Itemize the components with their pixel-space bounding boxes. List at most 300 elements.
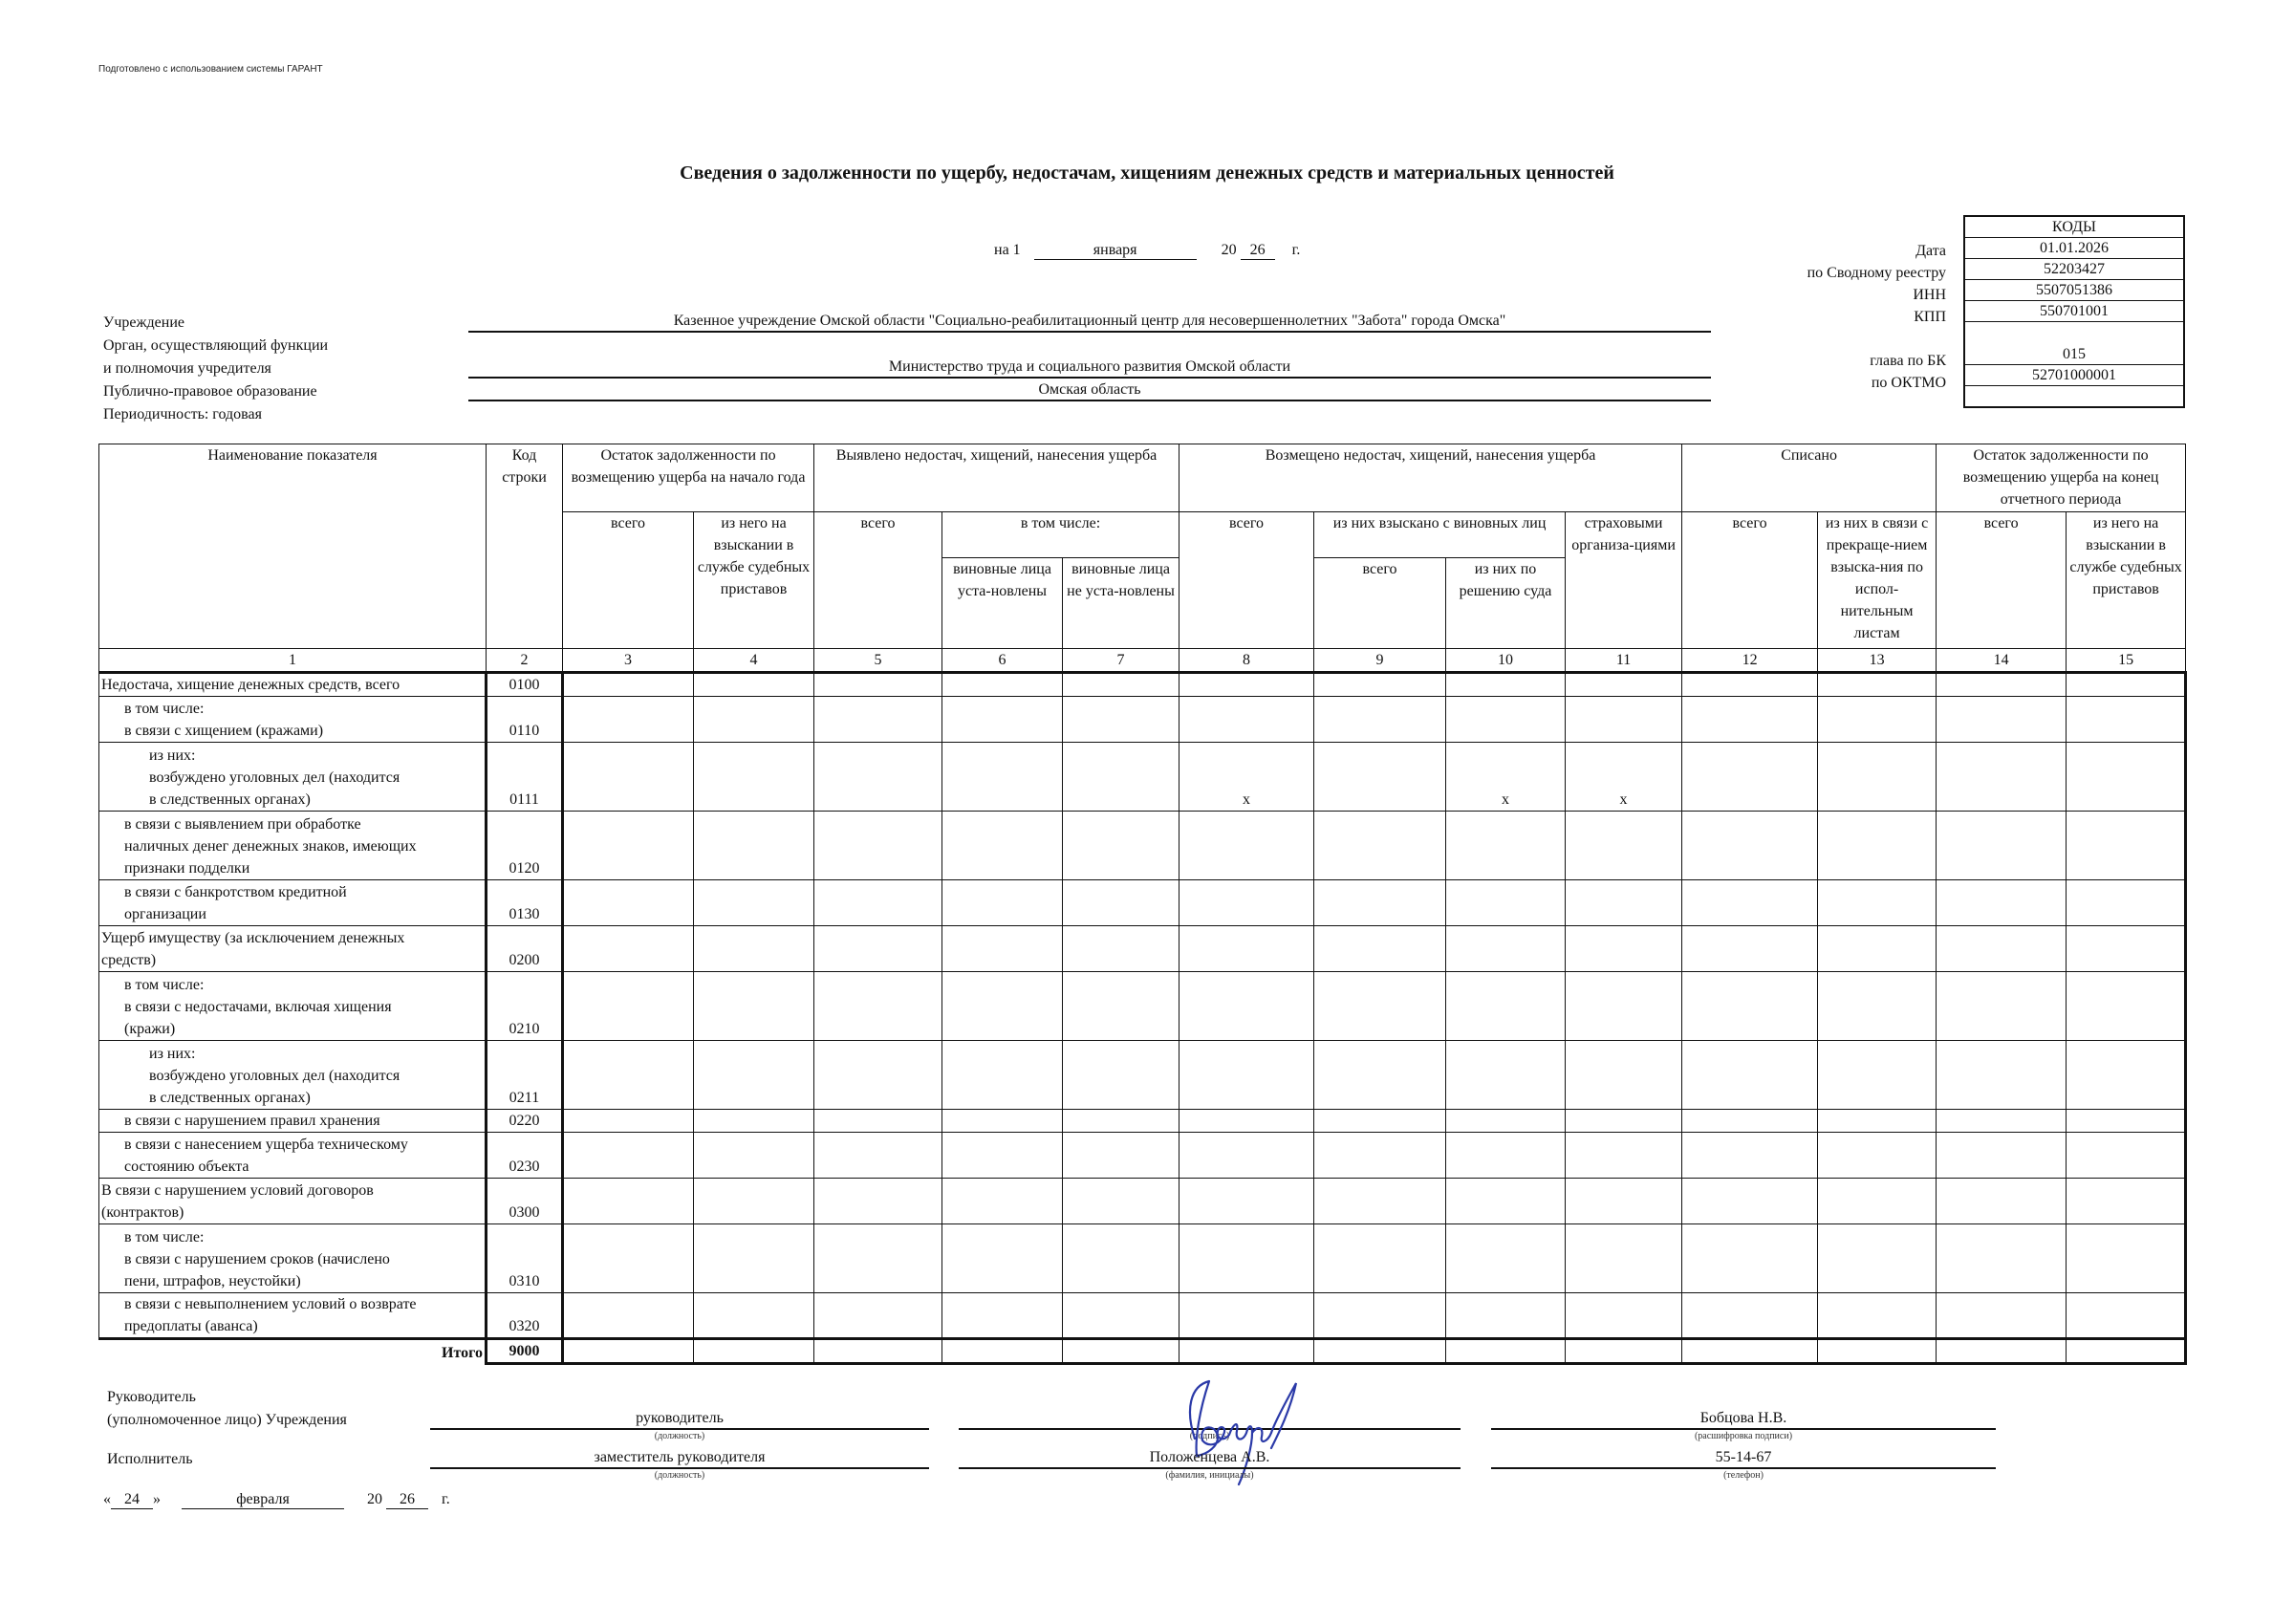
header-written-off: Списано (1682, 444, 1937, 512)
total-cell-col-9[interactable] (1314, 1339, 1446, 1364)
row-code: 0320 (487, 1293, 563, 1339)
value-cell-col-5[interactable] (814, 1224, 942, 1293)
value-cell-col-4[interactable] (694, 972, 814, 1041)
head-position-caption: (должность) (654, 1431, 705, 1441)
value-cell-col-5[interactable] (814, 972, 942, 1041)
row-code: 0310 (487, 1224, 563, 1293)
performer-position-caption: (должность) (654, 1470, 705, 1481)
column-number: 15 (2067, 649, 2186, 673)
value-cell-col-9[interactable] (1314, 697, 1446, 743)
value-cell-col-6[interactable] (942, 1041, 1063, 1110)
document-title: Сведения о задолженности по ущербу, недостачам, хищениям денежных средств и материальных ценностей (680, 162, 1614, 184)
value-cell-col-11[interactable] (1566, 1133, 1682, 1179)
value-cell-col-15[interactable] (2067, 1293, 2186, 1339)
value-cell-col-9[interactable] (1314, 1133, 1446, 1179)
total-cell-col-11[interactable] (1566, 1339, 1682, 1364)
performer-name: Положенцева А.В. (959, 1448, 1461, 1469)
value-cell-col-14[interactable] (1937, 1133, 2067, 1179)
value-cell-col-7[interactable] (1063, 1224, 1179, 1293)
row-name-line: в связи с хищением (кражами) (124, 723, 324, 739)
table-row (99, 926, 2186, 972)
value-cell-col-9[interactable] (1314, 1041, 1446, 1110)
value-cell-col-15[interactable] (2067, 743, 2186, 812)
value-cell-col-15[interactable] (2067, 673, 2186, 697)
value-cell-col-10[interactable] (1446, 673, 1566, 697)
value-cell-col-11[interactable] (1566, 1293, 1682, 1339)
value-cell-col-7[interactable] (1063, 1293, 1179, 1339)
value-cell-col-15[interactable] (2067, 1041, 2186, 1110)
code-value-empty (1964, 386, 2184, 408)
head-name-caption: (расшифровка подписи) (1694, 1431, 1793, 1441)
value-cell-col-10[interactable] (1446, 1179, 1566, 1224)
value-cell-col-12[interactable] (1682, 697, 1818, 743)
value-cell-col-10[interactable] (1446, 697, 1566, 743)
sign-date-year: 26 (386, 1491, 428, 1509)
column-number: 8 (1179, 649, 1314, 673)
value-cell-col-14[interactable] (1937, 926, 2067, 972)
row-code: 0211 (487, 1041, 563, 1110)
value-cell-col-14[interactable] (1937, 1224, 2067, 1293)
row-name-line: в том числе: (124, 1229, 205, 1245)
value-cell-col-15[interactable] (2067, 812, 2186, 880)
value-cell-col-5[interactable] (814, 1293, 942, 1339)
value-cell-col-5[interactable] (814, 673, 942, 697)
value-cell-col-7[interactable] (1063, 880, 1179, 926)
column-number: 1 (99, 649, 487, 673)
value-cell-col-8[interactable] (1179, 697, 1314, 743)
value-cell-col-14[interactable] (1937, 743, 2067, 812)
value-cell-col-12[interactable] (1682, 673, 1818, 697)
total-cell-col-6[interactable] (942, 1339, 1063, 1364)
row-name-line: возбуждено уголовных дел (находится (149, 1068, 400, 1084)
value-cell-col-4[interactable] (694, 812, 814, 880)
row-name-line: состоянию объекта (124, 1158, 249, 1175)
value-cell-col-9[interactable] (1314, 1224, 1446, 1293)
code-label-registry: по Сводному реестру (1807, 265, 1946, 281)
value-cell-col-9[interactable] (1314, 972, 1446, 1041)
value-cell-col-13[interactable] (1818, 743, 1937, 812)
value-cell-col-14[interactable] (1937, 1041, 2067, 1110)
row-name-line: в том числе: (124, 977, 205, 993)
column-number: 13 (1818, 649, 1937, 673)
header-detected-known: виновные лица уста-новлены (942, 558, 1063, 649)
value-cell-col-3[interactable] (563, 1133, 694, 1179)
value-cell-col-6[interactable] (942, 1110, 1063, 1133)
column-number: 14 (1937, 649, 2067, 673)
value-cell-col-10[interactable] (1446, 1110, 1566, 1133)
row-name-line: наличных денег денежных знаков, имеющих (124, 838, 417, 855)
value-cell-col-9[interactable] (1314, 673, 1446, 697)
value-cell-col-3[interactable] (563, 1293, 694, 1339)
row-name (99, 926, 487, 972)
header-opening: Остаток задолженности по возмещению ущерба на начало года (563, 444, 814, 512)
row-code: 0300 (487, 1179, 563, 1224)
row-name-line: предоплаты (аванса) (124, 1318, 258, 1334)
value-cell-col-11[interactable] (1566, 1041, 1682, 1110)
value-cell-col-8[interactable] (1179, 880, 1314, 926)
row-name (99, 697, 487, 743)
value-cell-col-10[interactable] (1446, 812, 1566, 880)
value-cell-col-9[interactable] (1314, 880, 1446, 926)
value-cell-col-13[interactable] (1818, 1179, 1937, 1224)
value-cell-col-8[interactable] (1179, 1179, 1314, 1224)
value-cell-col-8[interactable] (1179, 972, 1314, 1041)
table-body (99, 673, 2186, 1364)
row-name (99, 1293, 487, 1339)
header-detected-unknown: виновные лица не уста-новлены (1063, 558, 1179, 649)
value-cell-col-3[interactable] (563, 743, 694, 812)
value-cell-col-4[interactable] (694, 1041, 814, 1110)
head-label-1: Руководитель (107, 1389, 196, 1405)
row-name (99, 1179, 487, 1224)
row-name (99, 1224, 487, 1293)
value-cell-col-11[interactable] (1566, 1224, 1682, 1293)
header-written-off-terminated: из них в связи с прекраще-нием взыска-ния по испол-нительным листам (1818, 512, 1937, 649)
value-cell-col-14[interactable] (1937, 880, 2067, 926)
row-name-line: средств) (101, 952, 157, 968)
value-cell-col-4[interactable] (694, 1133, 814, 1179)
founder-label-2: и полномочия учредителя (103, 360, 271, 377)
value-cell-col-6[interactable] (942, 972, 1063, 1041)
value-cell-col-14[interactable] (1937, 697, 2067, 743)
value-cell-col-7[interactable] (1063, 972, 1179, 1041)
value-cell-col-5[interactable] (814, 1041, 942, 1110)
value-cell-col-8[interactable] (1179, 673, 1314, 697)
value-cell-col-14[interactable] (1937, 972, 2067, 1041)
row-code: 0200 (487, 926, 563, 972)
info-labels (103, 312, 328, 426)
value-cell-col-10[interactable]: x (1446, 743, 1566, 812)
value-cell-col-15[interactable] (2067, 926, 2186, 972)
head-name: Бобцова Н.В. (1491, 1409, 1996, 1430)
column-number: 4 (694, 649, 814, 673)
value-cell-col-10[interactable] (1446, 926, 1566, 972)
value-cell-col-7[interactable] (1063, 926, 1179, 972)
value-cell-col-8[interactable] (1179, 1133, 1314, 1179)
value-cell-col-12[interactable] (1682, 972, 1818, 1041)
value-cell-col-11[interactable] (1566, 1179, 1682, 1224)
row-name-line: в связи с нарушением сроков (начислено (124, 1251, 390, 1267)
row-code: 0111 (487, 743, 563, 812)
value-cell-col-5[interactable] (814, 812, 942, 880)
row-name-line: возбуждено уголовных дел (находится (149, 769, 400, 786)
value-cell-col-15[interactable] (2067, 1179, 2186, 1224)
total-cell-col-14[interactable] (1937, 1339, 2067, 1364)
value-cell-col-7[interactable] (1063, 1110, 1179, 1133)
row-name (99, 972, 487, 1041)
value-cell-col-4[interactable] (694, 1293, 814, 1339)
row-name-line: Ущерб имуществу (за исключением денежных (101, 930, 405, 946)
value-cell-col-8[interactable] (1179, 1041, 1314, 1110)
sign-date-suffix: г. (442, 1491, 450, 1507)
value-cell-col-3[interactable] (563, 926, 694, 972)
sign-date (103, 1491, 450, 1509)
performer-label: Исполнитель (107, 1451, 193, 1467)
value-cell-col-5[interactable] (814, 1133, 942, 1179)
value-cell-col-9[interactable] (1314, 812, 1446, 880)
value-cell-col-4[interactable] (694, 743, 814, 812)
value-cell-col-12[interactable] (1682, 1110, 1818, 1133)
total-cell-col-3[interactable] (563, 1339, 694, 1364)
value-cell-col-4[interactable] (694, 1224, 814, 1293)
column-number: 10 (1446, 649, 1566, 673)
header-detected: Выявлено недостач, хищений, нанесения ущерба (814, 444, 1179, 512)
value-cell-col-13[interactable] (1818, 673, 1937, 697)
value-cell-col-12[interactable] (1682, 1133, 1818, 1179)
value-cell-col-6[interactable] (942, 1133, 1063, 1179)
value-cell-col-13[interactable] (1818, 1133, 1937, 1179)
header-detected-incl: в том числе: (942, 512, 1179, 558)
row-name (99, 812, 487, 880)
value-cell-col-6[interactable] (942, 697, 1063, 743)
value-cell-col-11[interactable] (1566, 880, 1682, 926)
value-cell-col-5[interactable] (814, 880, 942, 926)
value-cell-col-13[interactable] (1818, 972, 1937, 1041)
value-cell-col-13[interactable] (1818, 697, 1937, 743)
value-cell-col-13[interactable] (1818, 1293, 1937, 1339)
row-name-line: в том числе: (124, 701, 205, 717)
value-cell-col-12[interactable] (1682, 1224, 1818, 1293)
value-cell-col-11[interactable] (1566, 972, 1682, 1041)
value-cell-col-14[interactable] (1937, 812, 2067, 880)
value-cell-col-9[interactable] (1314, 926, 1446, 972)
sign-date-month: февраля (182, 1491, 344, 1509)
value-cell-col-11[interactable] (1566, 673, 1682, 697)
value-cell-col-9[interactable] (1314, 1110, 1446, 1133)
row-name-line: в связи с выявлением при обработке (124, 816, 361, 833)
value-cell-col-7[interactable] (1063, 697, 1179, 743)
value-cell-col-8[interactable] (1179, 926, 1314, 972)
value-cell-col-8[interactable]: x (1179, 743, 1314, 812)
table-row (99, 1293, 2186, 1339)
row-code: 0110 (487, 697, 563, 743)
header-compensated-guilty-court: из них по решению суда (1446, 558, 1566, 649)
value-cell-col-4[interactable] (694, 697, 814, 743)
value-cell-col-8[interactable] (1179, 1224, 1314, 1293)
value-cell-col-3[interactable] (563, 972, 694, 1041)
value-cell-col-6[interactable] (942, 880, 1063, 926)
value-cell-col-12[interactable] (1682, 880, 1818, 926)
table-row (99, 972, 2186, 1041)
total-cell-col-10[interactable] (1446, 1339, 1566, 1364)
header-closing-bailiffs: из него на взыскании в службе судебных приставов (2067, 512, 2186, 649)
debt-table (98, 444, 2187, 1365)
total-code: 9000 (487, 1339, 563, 1364)
total-label: Итого (442, 1344, 483, 1361)
header-compensated-guilty-total: всего (1314, 558, 1446, 649)
value-cell-col-4[interactable] (694, 673, 814, 697)
value-cell-col-11[interactable] (1566, 926, 1682, 972)
value-cell-col-7[interactable] (1063, 673, 1179, 697)
row-code: 0120 (487, 812, 563, 880)
total-row (99, 1339, 2186, 1364)
column-number: 5 (814, 649, 942, 673)
row-name (99, 880, 487, 926)
value-cell-col-14[interactable] (1937, 1179, 2067, 1224)
value-cell-col-6[interactable] (942, 1293, 1063, 1339)
value-cell-col-13[interactable] (1818, 812, 1937, 880)
value-cell-col-3[interactable] (563, 697, 694, 743)
row-name (99, 1041, 487, 1110)
value-cell-col-13[interactable] (1818, 1041, 1937, 1110)
signature-caption: (подпись) (1189, 1431, 1230, 1441)
value-cell-col-13[interactable] (1818, 926, 1937, 972)
value-cell-col-3[interactable] (563, 812, 694, 880)
value-cell-col-12[interactable] (1682, 812, 1818, 880)
value-cell-col-15[interactable] (2067, 1133, 2186, 1179)
row-name-line: из них: (149, 1046, 196, 1062)
value-cell-col-7[interactable] (1063, 812, 1179, 880)
value-cell-col-15[interactable] (2067, 880, 2186, 926)
column-number: 7 (1063, 649, 1179, 673)
total-cell-col-13[interactable] (1818, 1339, 1937, 1364)
row-code: 0130 (487, 880, 563, 926)
value-cell-col-6[interactable] (942, 812, 1063, 880)
row-name (99, 1110, 487, 1133)
table-row (99, 880, 2186, 926)
value-cell-col-15[interactable] (2067, 972, 2186, 1041)
value-cell-col-11[interactable] (1566, 1110, 1682, 1133)
value-cell-col-12[interactable] (1682, 743, 1818, 812)
periodicity: Периодичность: годовая (103, 406, 262, 422)
value-cell-col-12[interactable] (1682, 1179, 1818, 1224)
code-label-bk: глава по БК (1870, 353, 1946, 369)
sign-date-day: 24 (111, 1491, 153, 1509)
value-cell-col-12[interactable] (1682, 926, 1818, 972)
column-number: 3 (563, 649, 694, 673)
total-cell-col-15[interactable] (2067, 1339, 2186, 1364)
value-cell-col-10[interactable] (1446, 1293, 1566, 1339)
value-cell-col-6[interactable] (942, 673, 1063, 697)
value-cell-col-14[interactable] (1937, 1110, 2067, 1133)
value-cell-col-12[interactable] (1682, 1293, 1818, 1339)
value-cell-col-6[interactable] (942, 743, 1063, 812)
value-cell-col-5[interactable] (814, 743, 942, 812)
codes-header: КОДЫ (1964, 216, 2184, 238)
value-cell-col-7[interactable] (1063, 743, 1179, 812)
value-cell-col-13[interactable] (1818, 1110, 1937, 1133)
value-cell-col-15[interactable] (2067, 1110, 2186, 1133)
value-cell-col-10[interactable] (1446, 972, 1566, 1041)
row-name-line: Недостача, хищение денежных средств, всего (101, 677, 400, 693)
value-cell-col-10[interactable] (1446, 1224, 1566, 1293)
value-cell-col-11[interactable]: x (1566, 743, 1682, 812)
code-value-kpp: 550701001 (1964, 301, 2184, 322)
code-value-oktmo: 52701000001 (1964, 365, 2184, 386)
value-cell-col-5[interactable] (814, 697, 942, 743)
report-date-prefix: на 1 (994, 242, 1021, 258)
row-name-line: в связи с нанесением ущерба техническому (124, 1137, 408, 1153)
row-name-line: пени, штрафов, неустойки) (124, 1273, 301, 1289)
total-cell-col-5[interactable] (814, 1339, 942, 1364)
table-row (99, 1041, 2186, 1110)
value-cell-col-3[interactable] (563, 880, 694, 926)
value-cell-col-5[interactable] (814, 1110, 942, 1133)
column-number: 2 (487, 649, 563, 673)
value-cell-col-8[interactable] (1179, 1110, 1314, 1133)
column-number: 11 (1566, 649, 1682, 673)
header-opening-bailiffs: из него на взыскании в службе судебных приставов (694, 512, 814, 649)
value-cell-col-10[interactable] (1446, 880, 1566, 926)
report-date-century: 20 (1221, 242, 1237, 258)
value-cell-col-7[interactable] (1063, 1179, 1179, 1224)
value-cell-col-4[interactable] (694, 1110, 814, 1133)
value-cell-col-14[interactable] (1937, 673, 2067, 697)
table-row (99, 697, 2186, 743)
header-compensated-total: всего (1179, 512, 1314, 649)
value-cell-col-4[interactable] (694, 1179, 814, 1224)
total-cell-col-12[interactable] (1682, 1339, 1818, 1364)
value-cell-col-10[interactable] (1446, 1133, 1566, 1179)
value-cell-col-3[interactable] (563, 1224, 694, 1293)
value-cell-col-6[interactable] (942, 1179, 1063, 1224)
code-value-date: 01.01.2026 (1964, 238, 2184, 259)
value-cell-col-7[interactable] (1063, 1133, 1179, 1179)
value-cell-col-11[interactable] (1566, 697, 1682, 743)
report-date-month: января (1034, 242, 1197, 260)
value-cell-col-3[interactable] (563, 673, 694, 697)
value-cell-col-11[interactable] (1566, 812, 1682, 880)
value-cell-col-9[interactable] (1314, 743, 1446, 812)
public-entity-value: Омская область (468, 380, 1711, 401)
header-name: Наименование показателя (99, 444, 487, 649)
value-cell-col-4[interactable] (694, 926, 814, 972)
value-cell-col-10[interactable] (1446, 1041, 1566, 1110)
codes-table (1963, 215, 2185, 408)
column-numbers-row (99, 649, 2186, 673)
performer-position: заместитель руководителя (430, 1448, 929, 1469)
table-row (99, 1179, 2186, 1224)
phone-caption: (телефон) (1723, 1470, 1764, 1481)
value-cell-col-3[interactable] (563, 1110, 694, 1133)
value-cell-col-7[interactable] (1063, 1041, 1179, 1110)
row-name-line: в связи с банкротством кредитной (124, 884, 347, 900)
value-cell-col-5[interactable] (814, 1179, 942, 1224)
header-closing-total: всего (1937, 512, 2067, 649)
code-label-kpp: КПП (1914, 309, 1946, 325)
row-code: 0220 (487, 1110, 563, 1133)
value-cell-col-14[interactable] (1937, 1293, 2067, 1339)
value-cell-col-12[interactable] (1682, 1041, 1818, 1110)
value-cell-col-9[interactable] (1314, 1179, 1446, 1224)
header-detected-total: всего (814, 512, 942, 649)
value-cell-col-4[interactable] (694, 880, 814, 926)
value-cell-col-13[interactable] (1818, 1224, 1937, 1293)
value-cell-col-15[interactable] (2067, 697, 2186, 743)
code-label-date: Дата (1915, 243, 1946, 259)
total-cell-col-8[interactable] (1179, 1339, 1314, 1364)
value-cell-col-6[interactable] (942, 1224, 1063, 1293)
code-value-inn: 5507051386 (1964, 280, 2184, 301)
value-cell-col-3[interactable] (563, 1179, 694, 1224)
garant-note: Подготовлено с использованием системы ГАРАНТ (98, 64, 323, 75)
value-cell-col-5[interactable] (814, 926, 942, 972)
column-number: 6 (942, 649, 1063, 673)
value-cell-col-6[interactable] (942, 926, 1063, 972)
value-cell-col-15[interactable] (2067, 1224, 2186, 1293)
header-compensated-insurance: страховыми организа-циями (1566, 512, 1682, 649)
total-cell-col-4[interactable] (694, 1339, 814, 1364)
value-cell-col-13[interactable] (1818, 880, 1937, 926)
value-cell-col-8[interactable] (1179, 1293, 1314, 1339)
founder-value: Министерство труда и социального развития Омской области (468, 357, 1711, 379)
value-cell-col-3[interactable] (563, 1041, 694, 1110)
report-date-suffix: г. (1291, 242, 1301, 258)
total-cell-col-7[interactable] (1063, 1339, 1179, 1364)
header-opening-total: всего (563, 512, 694, 649)
value-cell-col-9[interactable] (1314, 1293, 1446, 1339)
value-cell-col-8[interactable] (1179, 812, 1314, 880)
